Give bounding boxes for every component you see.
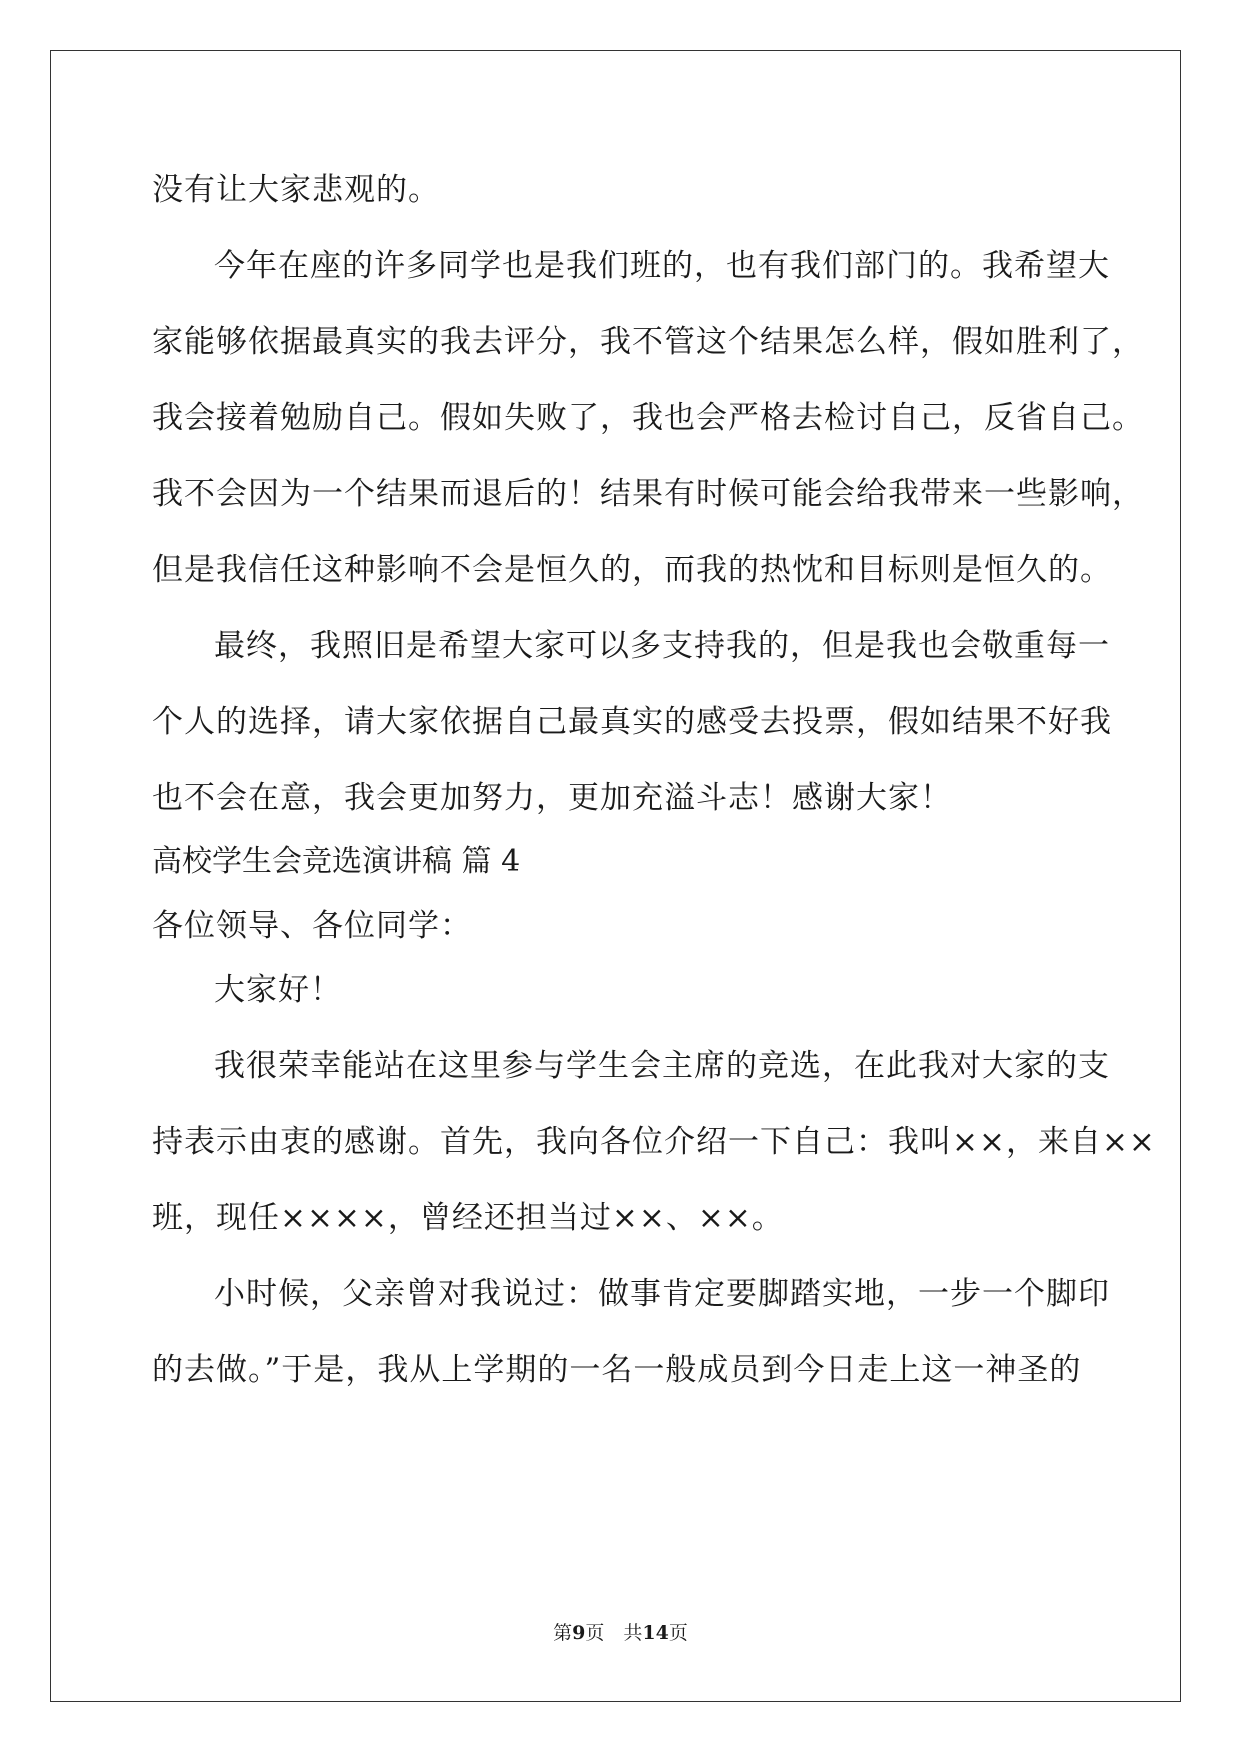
section-title: 高校学生会竞选演讲稿 篇 4 [152,844,521,879]
text-line: 班，现任××××，曾经还担当过××、××。 [152,1200,784,1236]
spacer [152,222,1092,234]
salutation: 各位领导、各位同学： [152,908,472,944]
document-body [152,158,1156,1402]
text-line: 今年在座的许多同学也是我们班的，也有我们部门的。我希望大 [214,248,1110,284]
text-line: 我会接着勉励自己。假如失败了，我也会严格去检讨自己，反省自己。 [152,400,1144,436]
footer-prefix: 第 [553,1622,573,1644]
text-line: 持表示由衷的感谢。首先，我向各位介绍一下自己：我叫××，来自×× [152,1124,1156,1160]
text-line: 的去做。”于是，我从上学期的一名一般成员到今日走上这一神圣的 [152,1352,1082,1388]
text-line: 最终，我照旧是希望大家可以多支持我的，但是我也会敬重每一 [214,628,1110,664]
spacer [152,374,1092,386]
text-line: 我不会因为一个结果而退后的！结果有时候可能会给我带来一些影响， [152,476,1144,512]
footer-suffix: 页 [668,1622,688,1644]
total-page-count: 14 [642,1622,669,1644]
text-line: 个人的选择，请大家依据自己最真实的感受去投票，假如结果不好我 [152,704,1112,740]
spacer [152,1326,1092,1338]
spacer [152,602,1092,614]
text-line: 也不会在意，我会更加努力，更加充溢斗志！感谢大家！ [152,780,952,816]
spacer [152,754,1092,766]
spacer [152,1022,1092,1034]
footer-middle: 页 共 [585,1622,643,1644]
page-footer [0,1618,1241,1645]
spacer [152,1250,1092,1262]
text-line: 小时候，父亲曾对我说过：做事肯定要脚踏实地，一步一个脚印 [214,1276,1110,1312]
spacer [152,450,1092,462]
spacer [152,1098,1092,1110]
text-line: 但是我信任这种影响不会是恒久的，而我的热忱和目标则是恒久的。 [152,552,1112,588]
spacer [152,678,1092,690]
greeting: 大家好！ [214,972,342,1008]
text-line: 我很荣幸能站在这里参与学生会主席的竞选，在此我对大家的支 [214,1048,1110,1084]
spacer [152,526,1092,538]
spacer [152,1174,1092,1186]
text-line: 家能够依据最真实的我去评分，我不管这个结果怎么样，假如胜利了， [152,324,1144,360]
current-page-number: 9 [572,1622,586,1644]
text-line: 没有让大家悲观的。 [152,172,440,208]
spacer [152,298,1092,310]
